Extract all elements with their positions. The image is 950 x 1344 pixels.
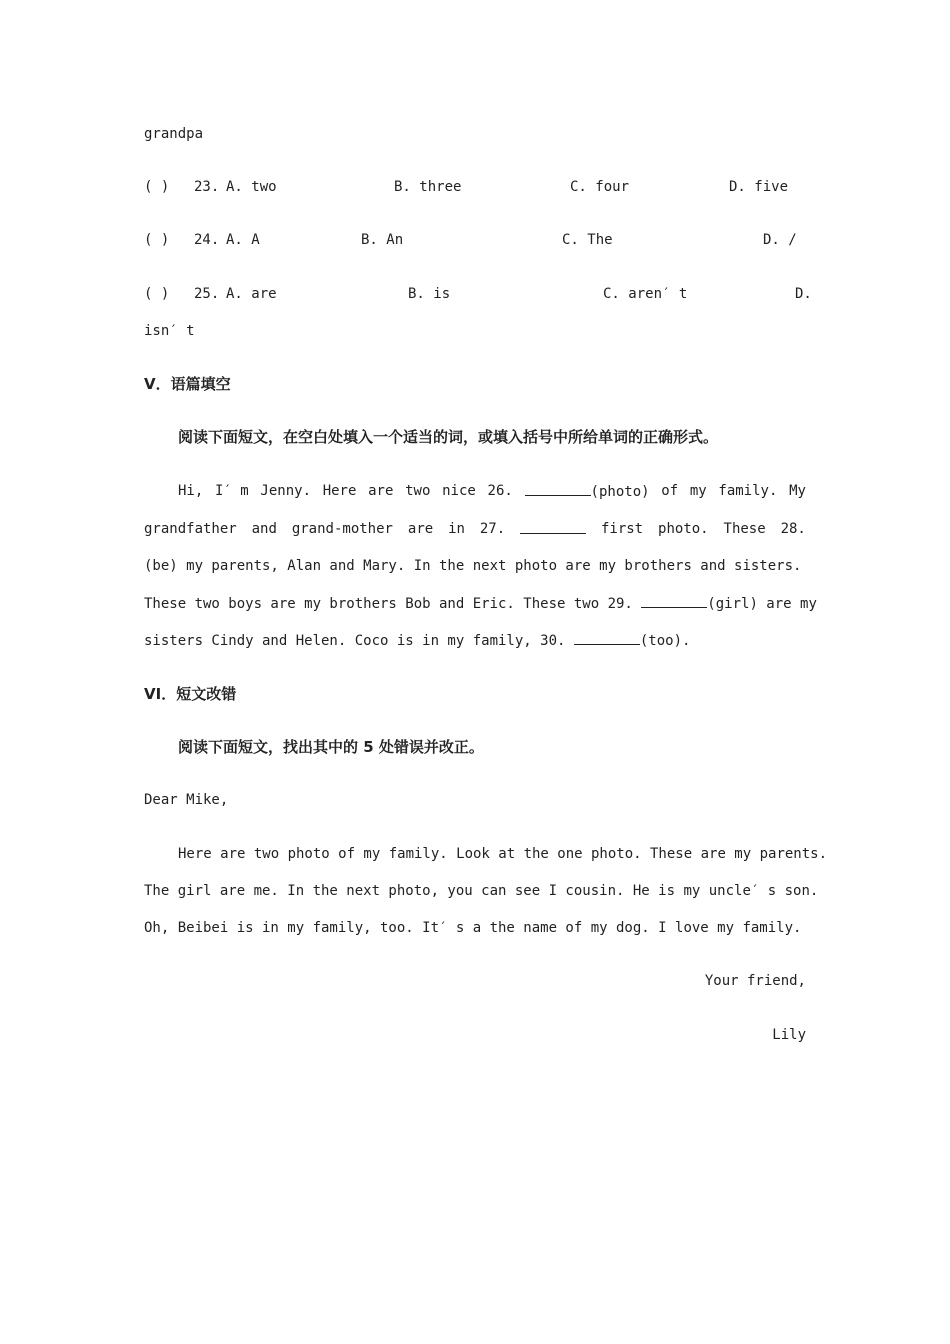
letter-closing: Your friend,	[704, 973, 806, 989]
option-d: D.	[795, 286, 812, 302]
word: Hi,	[178, 483, 204, 499]
option-c: C. The	[562, 232, 613, 248]
option-d-continuation: isn′ t	[144, 323, 195, 339]
cloze-line-1	[178, 481, 806, 502]
word: my	[689, 483, 707, 499]
question-number: 25.	[194, 286, 220, 302]
option-d: D. five	[729, 179, 789, 195]
word: and	[251, 521, 277, 537]
word: These	[723, 521, 766, 537]
text-run: sisters Cindy and Helen. Coco is in my family, 30.	[144, 633, 574, 649]
cloze-line-3: (be) my parents, Alan and Mary. In the next photo are my brothers and sisters.	[144, 558, 802, 574]
blank-27[interactable]	[520, 519, 586, 534]
word: are	[407, 521, 434, 537]
word: in	[448, 521, 465, 537]
section-6-title: VI．短文改错	[144, 685, 237, 703]
option-b: B. three	[394, 179, 462, 195]
word: Jenny.	[260, 483, 311, 499]
text-run: (girl) are my	[707, 596, 817, 612]
option-b: B. An	[361, 232, 404, 248]
answer-paren[interactable]: ( )	[144, 286, 170, 302]
word: Here	[322, 483, 357, 499]
answer-paren[interactable]: ( )	[144, 179, 170, 195]
section-5-instruction: 阅读下面短文，在空白处填入一个适当的词，或填入括号中所给单词的正确形式。	[178, 428, 719, 446]
letter-line-3: Oh, Beibei is in my family, too. It′ s a the name of my dog. I love my family.	[144, 920, 802, 936]
cloze-line-5	[144, 630, 690, 651]
letter-greeting: Dear Mike,	[144, 792, 229, 808]
word: grand-mother	[291, 521, 393, 537]
question-number: 24.	[194, 232, 220, 248]
word: 27.	[479, 521, 506, 537]
question-number: 23.	[194, 179, 220, 195]
word: first	[600, 521, 644, 537]
word: photo.	[658, 521, 709, 537]
cloze-line-2	[144, 519, 806, 539]
option-c: C. aren′ t	[603, 286, 688, 302]
word: family.	[718, 483, 778, 499]
letter-signature: Lily	[772, 1027, 806, 1043]
word: two	[405, 483, 431, 499]
word: 26.	[487, 483, 513, 499]
text-run: These two boys are my brothers Bob and Eric. These two 29.	[144, 596, 642, 612]
option-a: A. two	[226, 179, 277, 195]
answer-paren[interactable]: ( )	[144, 232, 170, 248]
blank-26[interactable]	[525, 481, 591, 496]
word: nice	[442, 483, 476, 499]
blank-30[interactable]	[574, 630, 640, 645]
section-6-instruction: 阅读下面短文，找出其中的 5 处错误并改正。	[178, 738, 484, 756]
option-d: D. /	[763, 232, 797, 248]
option-a: A. A	[226, 232, 260, 248]
letter-line-2: The girl are me. In the next photo, you can see I cousin. He is my uncle′ s son.	[144, 883, 819, 899]
section-5-title: V．语篇填空	[144, 375, 231, 393]
blank-29[interactable]	[641, 593, 707, 608]
word: My	[789, 483, 806, 499]
word: grandfather	[144, 521, 237, 537]
word: of	[661, 483, 679, 499]
cloze-line-4	[144, 593, 817, 614]
option-b: B. is	[408, 286, 451, 302]
word: are	[368, 483, 394, 499]
option-a: A. are	[226, 286, 277, 302]
word: (photo)	[590, 484, 650, 500]
q22-continuation: grandpa	[144, 126, 204, 142]
word: 28.	[780, 521, 806, 537]
word: I′ m	[215, 483, 249, 499]
text-run: (too).	[639, 633, 691, 649]
letter-line-1: Here are two photo of my family. Look at the one photo. These are my parents.	[178, 846, 828, 862]
option-c: C. four	[570, 179, 630, 195]
